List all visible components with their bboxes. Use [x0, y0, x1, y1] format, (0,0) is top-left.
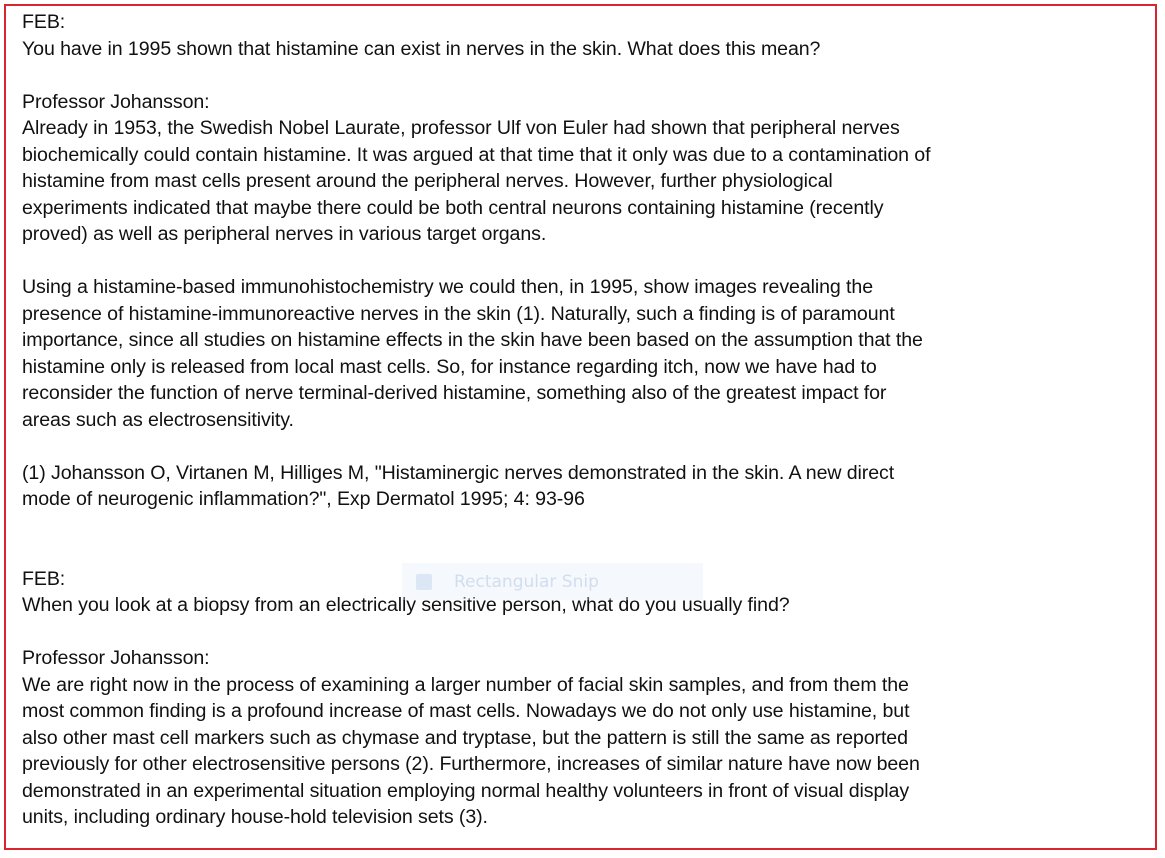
paragraph-line: areas such as electrosensitivity.: [22, 408, 294, 431]
document-body: [22, 9, 1147, 831]
paragraph-line: demonstrated in an experimental situation employing normal healthy volunteers in front of visual display: [22, 779, 910, 802]
paragraph-line: reconsider the function of nerve terminal-derived histamine, something also of the greatest impact for: [22, 382, 887, 404]
paragraph-line: proved) as well as peripheral nerves in various target organs.: [22, 223, 547, 245]
reference-line: mode of neurogenic inflammation?", Exp Dermatol 1995; 4: 93-96: [22, 488, 585, 510]
responder-label: Professor Johansson:: [22, 90, 210, 113]
paragraph-line: units, including ordinary house-hold television sets (3).: [22, 806, 488, 828]
snip-icon: [416, 574, 432, 590]
paragraph-line: We are right now in the process of examining a larger number of facial skin samples, and from them the: [22, 673, 909, 696]
reference-line: (1) Johansson O, Virtanen M, Hilliges M, "Histaminergic nerves demonstrated in the skin. A new direct: [22, 461, 895, 484]
rectangular-snip-ghost-button[interactable]: [402, 563, 703, 600]
responder-label: Professor Johansson:: [22, 647, 210, 669]
question-line: You have in 1995 shown that histamine can exist in nerves in the skin. What does this mean?: [22, 37, 821, 60]
question-line: When you look at a biopsy from an electrically sensitive person, what do you usually find?: [22, 594, 790, 616]
rectangular-snip-label: Rectangular Snip: [454, 571, 599, 592]
speaker-label: FEB:: [22, 567, 66, 590]
paragraph-line: biochemically could contain histamine. It was argued at that time that it only was due to a contamination of: [22, 143, 931, 166]
paragraph-line: importance, since all studies on histamine effects in the skin have been based on the assumption that the: [22, 329, 923, 351]
paragraph-line: histamine only is released from local mast cells. So, for instance regarding itch, now we have had to: [22, 355, 877, 378]
paragraph-line: experiments indicated that maybe there could be both central neurons containing histamine (recently: [22, 196, 884, 219]
paragraph-line: also other mast cell markers such as chymase and tryptase, but the pattern is still the same as reported: [22, 726, 908, 749]
paragraph-line: previously for other electrosensitive persons (2). Furthermore, increases of similar nature have now been: [22, 753, 920, 775]
paragraph-line: presence of histamine-immunoreactive nerves in the skin (1). Naturally, such a finding is of paramount: [22, 302, 895, 325]
paragraph-line: most common finding is a profound increase of mast cells. Nowadays we do not only use histamine, but: [22, 700, 910, 722]
speaker-label: FEB:: [22, 11, 66, 33]
paragraph-line: Using a histamine-based immunohistochemistry we could then, in 1995, show images revealing the: [22, 276, 873, 298]
paragraph-line: Already in 1953, the Swedish Nobel Laurate, professor Ulf von Euler had shown that peripheral nerves: [22, 117, 900, 139]
paragraph-line: histamine from mast cells present around the peripheral nerves. However, further physiological: [22, 170, 833, 192]
